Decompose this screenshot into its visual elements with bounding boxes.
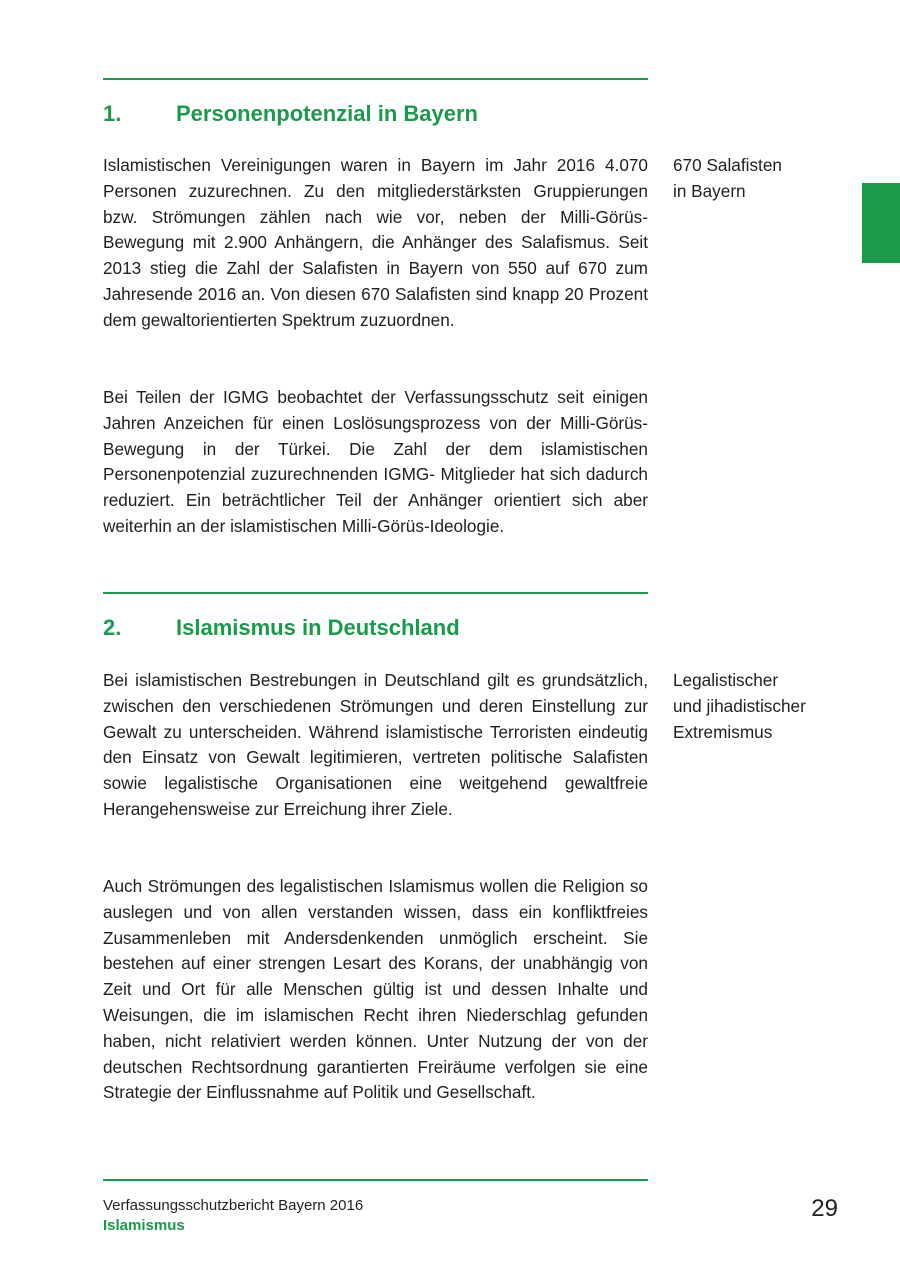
footer-report-title: Verfassungsschutzbericht Bayern 2016 xyxy=(103,1197,364,1214)
section-2-margin-note xyxy=(673,668,843,745)
section-1-title: Personenpotenzial in Bayern xyxy=(176,101,478,126)
margin-note-line: und jihadistischer xyxy=(673,695,806,716)
section-2-number: 2. xyxy=(103,615,122,640)
margin-note-line: Extremismus xyxy=(673,721,773,742)
section-1-paragraph-1: Islamistischen Vereinigungen waren in Bayern im Jahr 2016 4.070 Personen zuzurechnen. Zu den mitgliederstärksten Gruppierungen bzw. Strömungen zählen nach wie vor, neben der Milli-Görüs-Bewegung mit 2.900 Anhängern, die Anhänger des Salafismus. Seit 2013 stieg die Zahl der Salafisten in Bayern von 550 auf 670 zum Jahresende 2016 an. Von diesen 670 Salafisten sind knapp 20 Prozent dem gewaltorientierten Spektrum zuzuordnen. xyxy=(103,155,648,330)
margin-note-line: Legalistischer xyxy=(673,670,779,690)
section-2-heading xyxy=(103,614,648,642)
chapter-tab-marker xyxy=(862,183,900,263)
section-1-number: 1. xyxy=(103,101,122,126)
section-2-rule xyxy=(103,592,648,594)
margin-note-line: in Bayern xyxy=(673,180,746,201)
section-2-paragraph-2: Auch Strömungen des legalistischen Islamismus wollen die Religion so auslegen und von allen verstanden wissen, dass ein konfliktfreies Zusammenleben mit Andersdenkenden unmöglich erscheint. Sie bestehen auf einer strengen Lesart des Korans, der unabhängig von Zeit und Ort für alle Menschen gültig ist und dessen Inhalte und Weisungen, die im islamischen Recht ihren Niederschlag gefunden haben, nicht relativiert werden können. Unter Nutzung der von der deutschen Rechtsordnung garantierten Freiräume verfolgen sie eine Strategie der Einflussnahme auf Politik und Gesellschaft. xyxy=(103,876,648,1103)
section-1-margin-note xyxy=(673,153,843,205)
section-1-paragraph-2: Bei Teilen der IGMG beobachtet der Verfassungsschutz seit einigen Jahren Anzeichen für einen Loslösungsprozess von der Milli-Görüs-Bewegung in der Türkei. Die Zahl der dem islamistischen Personenpotenzial zuzurechnenden IGMG- Mitglieder hat sich dadurch reduziert. Ein beträchtlicher Teil der Anhänger orientiert sich aber weiterhin an der islamistischen Milli-Görüs-Ideologie. xyxy=(103,387,648,536)
page-number: 29 xyxy=(811,1195,838,1222)
footer-rule xyxy=(103,1179,648,1181)
section-1-rule xyxy=(103,78,648,80)
section-2-title: Islamismus in Deutschland xyxy=(176,615,460,640)
margin-note-line: 670 Salafisten xyxy=(673,155,782,175)
section-1-heading xyxy=(103,100,648,128)
footer-section-name: Islamismus xyxy=(103,1217,185,1234)
section-2-paragraph-1: Bei islamistischen Bestrebungen in Deutschland gilt es grundsätzlich, zwischen den verschiedenen Strömungen und deren Einstellung zur Gewalt zu unterscheiden. Während islamistische Terroristen eindeutig den Einsatz von Gewalt legitimieren, vertreten politische Salafisten sowie legalistische Organisationen eine weitgehend gewaltfreie Herangehensweise zur Erreichung ihrer Ziele. xyxy=(103,670,648,819)
